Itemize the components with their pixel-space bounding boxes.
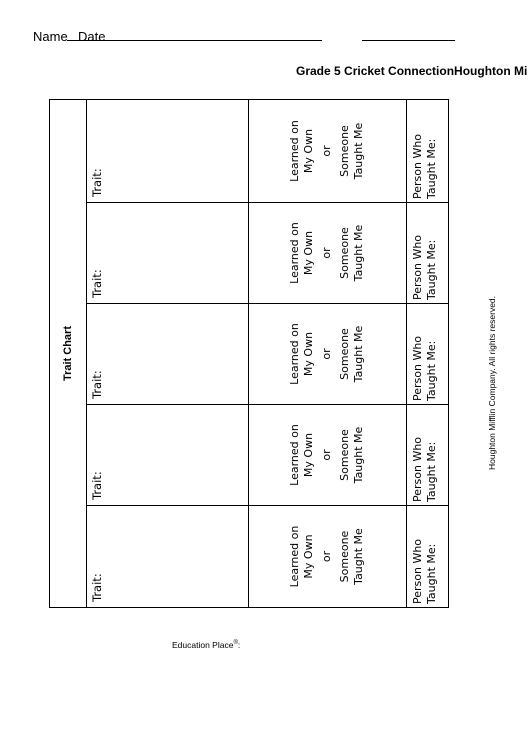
person-line-2: Taught Me: xyxy=(424,239,438,300)
someone-line-1: Someone xyxy=(338,328,352,380)
learned-choice-cell[interactable] xyxy=(249,405,406,506)
learned-line-2: My Own xyxy=(302,331,316,377)
trait-label: Trait: xyxy=(90,168,105,197)
trait-label: Trait: xyxy=(90,269,105,298)
learned-line-1: Learned on xyxy=(288,525,302,588)
person-who-taught-cell[interactable] xyxy=(406,405,449,506)
trait-cell[interactable] xyxy=(87,203,249,304)
trait-cell[interactable] xyxy=(87,405,249,506)
learned-choice-cell[interactable] xyxy=(249,506,406,608)
date-line[interactable] xyxy=(362,40,455,41)
or-label: or xyxy=(320,247,334,259)
person-who-taught-cell[interactable] xyxy=(406,506,449,608)
trait-cell[interactable] xyxy=(87,100,249,203)
trait-label: Trait: xyxy=(90,573,105,602)
someone-line-1: Someone xyxy=(338,429,352,481)
person-who-taught-cell[interactable] xyxy=(406,203,449,304)
name-line[interactable] xyxy=(67,40,322,41)
trait-chart-table xyxy=(49,99,449,608)
person-line-2: Taught Me: xyxy=(424,340,438,401)
someone-line-2: Taught Me xyxy=(352,426,366,484)
or-label: or xyxy=(320,348,334,360)
someone-line-1: Someone xyxy=(338,227,352,279)
name-label: Name xyxy=(33,29,68,44)
learned-line-1: Learned on xyxy=(288,323,302,385)
someone-line-2: Taught Me xyxy=(352,122,366,180)
person-line-2: Taught Me: xyxy=(424,543,438,604)
someone-line-2: Taught Me xyxy=(352,528,366,585)
someone-line-1: Someone xyxy=(338,125,352,177)
learned-choice-cell[interactable] xyxy=(249,100,406,203)
learned-line-2: My Own xyxy=(302,230,316,276)
learned-choice-cell[interactable] xyxy=(249,304,406,405)
page-title: Grade 5 Cricket ConnectionHoughton Mi xyxy=(296,64,528,78)
someone-line-1: Someone xyxy=(338,530,352,583)
footer-label: Education Place xyxy=(172,640,234,650)
date-label: Date xyxy=(78,29,106,44)
or-label: or xyxy=(320,550,334,563)
learned-line-1: Learned on xyxy=(288,120,302,182)
someone-line-2: Taught Me xyxy=(352,325,366,383)
chart-title: Trait Chart xyxy=(50,100,87,608)
person-line-1: Person Who xyxy=(410,133,424,199)
person-line-2: Taught Me: xyxy=(424,441,438,502)
or-label: or xyxy=(320,145,334,157)
learned-line-1: Learned on xyxy=(288,222,302,284)
person-who-taught-cell[interactable] xyxy=(406,304,449,405)
footer-suffix: : xyxy=(237,640,241,650)
copyright-text: Houghton Mifflin Company. All rights reserved. xyxy=(487,295,497,470)
learned-line-1: Learned on xyxy=(288,424,302,486)
footer xyxy=(172,640,240,650)
trait-label: Trait: xyxy=(90,471,105,500)
or-label: or xyxy=(320,449,334,461)
person-line-1: Person Who xyxy=(410,436,424,502)
trait-chart xyxy=(49,100,449,608)
learned-line-2: My Own xyxy=(302,534,316,579)
person-who-taught-cell[interactable] xyxy=(406,100,449,203)
person-line-1: Person Who xyxy=(410,538,424,604)
trait-label: Trait: xyxy=(90,370,105,399)
registered-mark: ® xyxy=(233,640,238,647)
trait-cell[interactable] xyxy=(87,506,249,608)
learned-line-2: My Own xyxy=(302,432,316,478)
learned-line-2: My Own xyxy=(302,128,316,174)
trait-cell[interactable] xyxy=(87,304,249,405)
someone-line-2: Taught Me xyxy=(352,224,366,282)
person-line-1: Person Who xyxy=(410,234,424,300)
person-line-1: Person Who xyxy=(410,335,424,401)
learned-choice-cell[interactable] xyxy=(249,203,406,304)
person-line-2: Taught Me: xyxy=(424,138,438,199)
